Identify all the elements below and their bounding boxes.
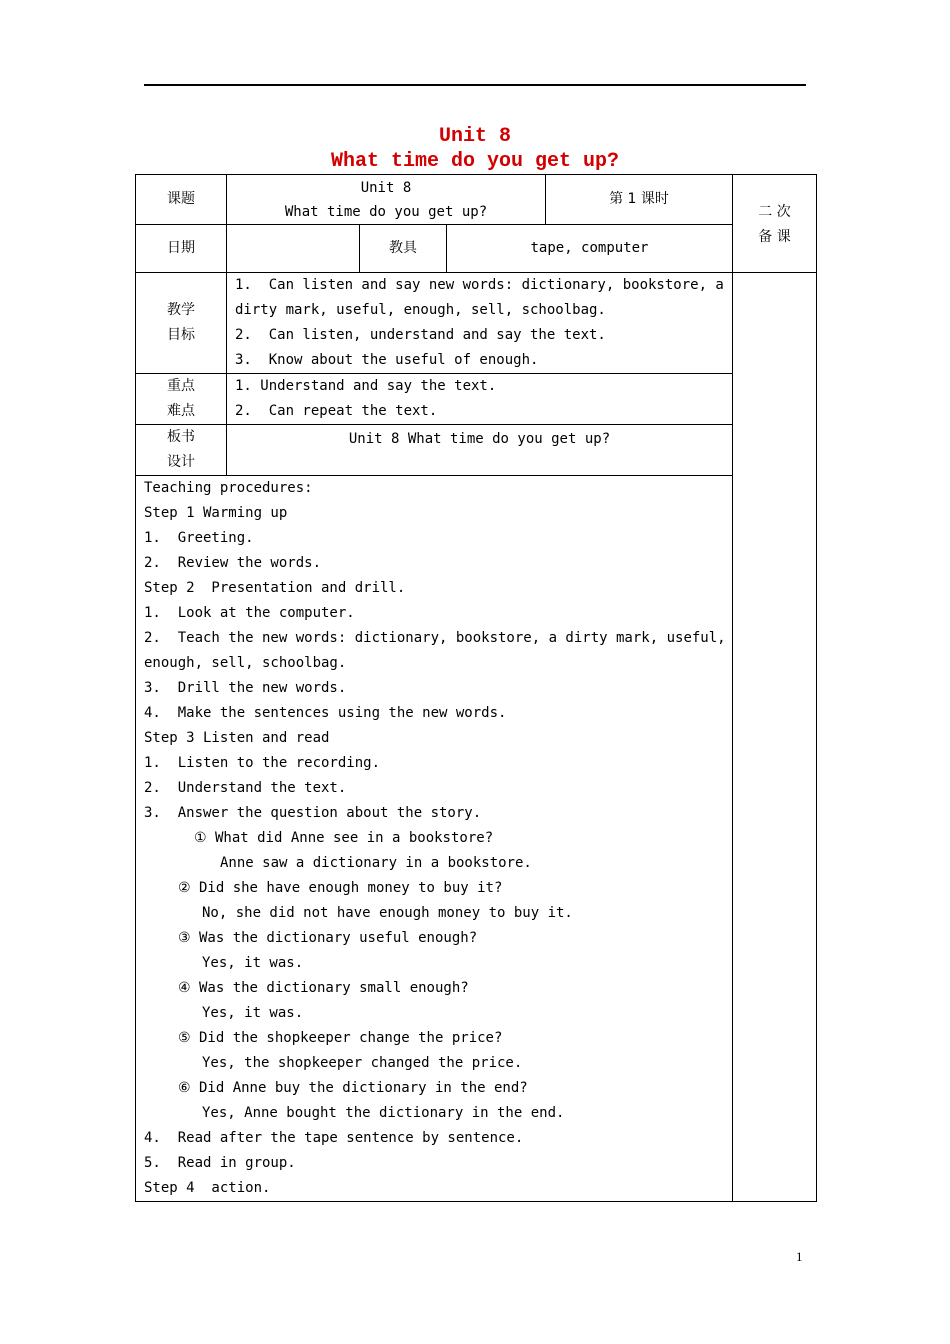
question-line: ① What did Anne see in a bookstore? (194, 830, 494, 846)
procedure-line: Teaching procedures: (144, 480, 313, 496)
keypoint-line: 1. Understand and say the text. (235, 378, 497, 394)
procedure-line: 2. Review the words. (144, 555, 322, 571)
secondary-prep-column (733, 273, 817, 1202)
topic-cell (227, 175, 546, 225)
objective-line: 3. Know about the useful of enough. (235, 352, 539, 368)
header-rule (144, 84, 806, 86)
procedure-line: Step 4 action. (144, 1180, 271, 1196)
topic-line2: What time do you get up? (284, 203, 488, 220)
procedure-line: 3. Answer the question about the story. (144, 805, 482, 821)
procedure-line: 3. Drill the new words. (144, 680, 347, 696)
procedure-line: 5. Read in group. (144, 1155, 296, 1171)
answer-line: Yes, it was. (202, 955, 304, 971)
keypoint-line: 2. Can repeat the text. (235, 403, 438, 419)
objective-line: dirty mark, useful, enough, sell, schoolbag. (235, 302, 606, 318)
answer-line: Yes, Anne bought the dictionary in the end. (202, 1105, 565, 1121)
lesson-plan-table (135, 174, 817, 1202)
question-line: ⑥ Did Anne buy the dictionary in the end? (178, 1080, 528, 1096)
page-subtitle: What time do you get up? (330, 150, 620, 173)
date-label: 日期 (136, 225, 227, 273)
aids-value: tape, computer (447, 225, 733, 273)
procedure-line: 2. Teach the new words: dictionary, bookstore, a dirty mark, useful, (144, 630, 726, 646)
procedure-line: 1. Listen to the recording. (144, 755, 381, 771)
period-cell: 第 1 课时 (546, 175, 733, 225)
topic-line1: Unit 8 (360, 179, 412, 196)
answer-line: No, she did not have enough money to buy it. (202, 905, 573, 921)
procedure-line: 4. Read after the tape sentence by sentence. (144, 1130, 524, 1146)
keypoints-cell (227, 374, 733, 425)
aids-label: 教具 (360, 225, 447, 273)
procedure-line: Step 2 Presentation and drill. (144, 580, 406, 596)
page-title: Unit 8 (438, 125, 511, 148)
answer-line: Yes, it was. (202, 1005, 304, 1021)
board-label: 板书 设计 (136, 425, 227, 476)
procedure-line: 2. Understand the text. (144, 780, 347, 796)
objectives-cell (227, 273, 733, 374)
question-line: ② Did she have enough money to buy it? (178, 880, 503, 896)
date-value (227, 225, 360, 273)
question-line: ④ Was the dictionary small enough? (178, 980, 469, 996)
secondary-prep-label: 二 次 备 课 (733, 175, 817, 273)
procedures-cell (136, 476, 733, 1202)
topic-label: 课题 (136, 175, 227, 225)
procedure-line: 1. Greeting. (144, 530, 254, 546)
procedure-line: 4. Make the sentences using the new words. (144, 705, 507, 721)
procedure-line: Step 3 Listen and read (144, 730, 330, 746)
answer-line: Yes, the shopkeeper changed the price. (202, 1055, 523, 1071)
keypoints-label: 重点 难点 (136, 374, 227, 425)
question-line: ⑤ Did the shopkeeper change the price? (178, 1030, 503, 1046)
procedure-line: enough, sell, schoolbag. (144, 655, 347, 671)
question-line: ③ Was the dictionary useful enough? (178, 930, 478, 946)
objectives-label: 教学 目标 (136, 273, 227, 374)
answer-line: Anne saw a dictionary in a bookstore. (220, 855, 532, 871)
procedure-line: Step 1 Warming up (144, 505, 288, 521)
page-number: 1 (796, 1249, 803, 1264)
board-design-text: Unit 8 What time do you get up? (227, 425, 733, 476)
objective-line: 2. Can listen, understand and say the text. (235, 327, 606, 343)
procedure-line: 1. Look at the computer. (144, 605, 355, 621)
objective-line: 1. Can listen and say new words: dictionary, bookstore, a (235, 277, 724, 293)
